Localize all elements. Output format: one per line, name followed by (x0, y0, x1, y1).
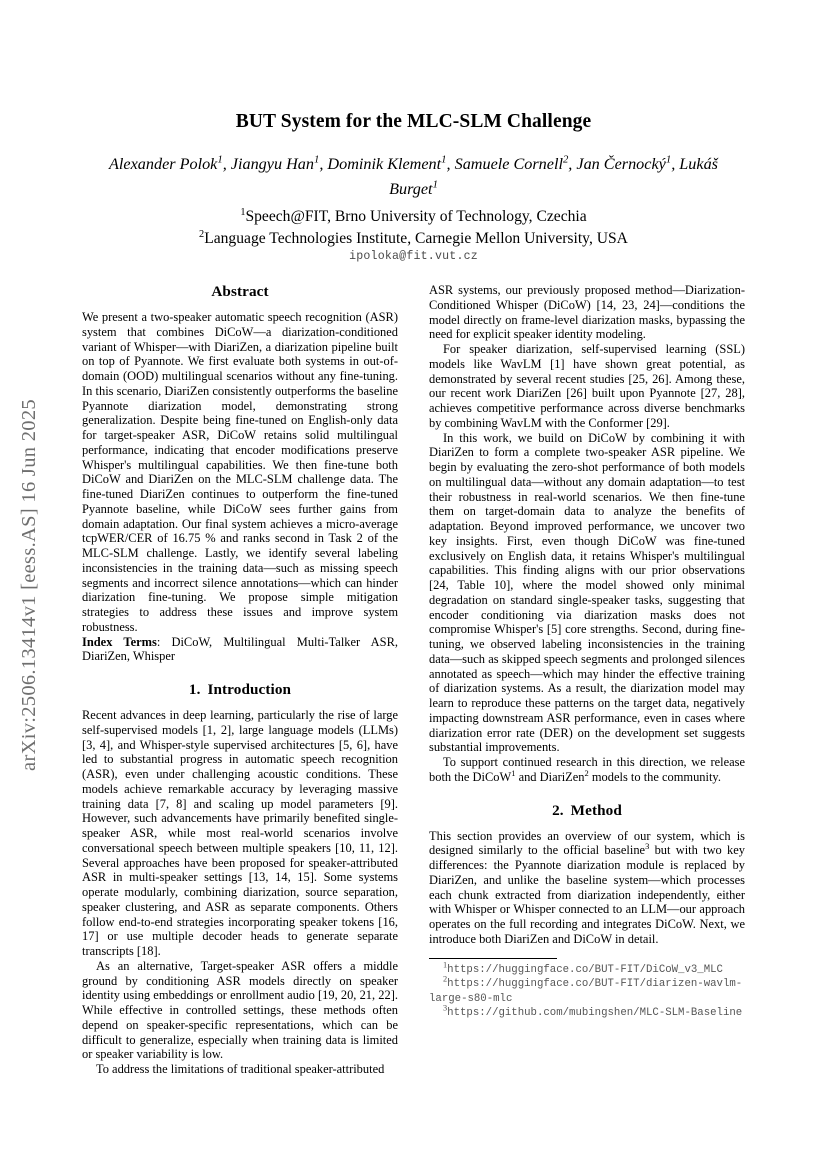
intro-p6-part-c: models to the community. (588, 769, 721, 784)
intro-paragraph-6 (429, 755, 745, 785)
footnote-url[interactable]: https://huggingface.co/BUT-FIT/DiCoW_v3_MLC (447, 964, 723, 976)
arxiv-stamp: arXiv:2506.13414v1 [eess.AS] 16 Jun 2025 (17, 399, 40, 771)
affiliation-marker: 1 (240, 206, 246, 218)
paper-content (82, 0, 745, 1170)
author-name: Burget (389, 180, 433, 198)
footnote-marker: 1 (443, 960, 448, 970)
footnote-2 (429, 974, 745, 1006)
author-affiliation-marker: 1 (665, 153, 672, 166)
affiliations (82, 206, 745, 249)
footnote-url[interactable]: https://github.com/mubingshen/MLC-SLM-Baseline (447, 1007, 743, 1020)
page-title: BUT System for the MLC-SLM Challenge (235, 111, 592, 132)
footnote-3 (429, 1003, 745, 1020)
author-list (90, 152, 737, 202)
author-affiliation-marker: 2 (562, 153, 569, 166)
affiliation-marker: 2 (199, 228, 205, 240)
author-separator: , Jiangyu Han (222, 155, 314, 173)
column-left (82, 283, 398, 1077)
intro-paragraph-2: As an alternative, Target-speaker ASR offers a middle ground by conditioning ASR models directly on speaker identity using embeddings or enrollment audio [19, 20, 21, 22]. While effective in controlled settings, these methods often depend on speaker-specific representations, which can be difficult to generalize, especially when training data is limited or speaker variability is low. (82, 958, 398, 1062)
intro-paragraph-1: Recent advances in deep learning, particularly the rise of large self-supervised models [1, 2], large language models (LLMs) [3, 4], and Whisper-style supervised architectures [5, 6], have led to substantial progress in automatic speech recognition (ASR), even under challenging acoustic conditions. These models achieve remarkable accuracy by leveraging massive training data [7, 8] and scaling up model parameters [9]. However, such advancements have primarily benefited single-speaker ASR, while most real-world scenarios involve conversational speech between multiple speakers [10, 11, 12]. Several approaches have been proposed for speaker-attributed ASR in multi-speaker settings [13, 14, 15]. Some systems operate modularly, combining diarization, source separation, speaker clustering, and ASR as separate components. Others follow end-to-end strategies incorporating speaker tokens [16, 17] or use multiple decoder heads to generate separate transcripts [18]. (82, 708, 398, 958)
affiliation-2: Language Technologies Institute, Carnegie Mellon University, USA (204, 229, 628, 247)
introduction-heading (82, 681, 398, 699)
method-p1-part-a: This section provides an overview of our system, which is designed similarly to the official baseline (429, 828, 745, 858)
author-affiliation-marker: 1 (441, 153, 447, 166)
author-affiliation-marker: 1 (432, 178, 438, 191)
index-terms-value: : DiCoW, Multilingual Multi-Talker ASR, DiariZen, Whisper (82, 634, 398, 664)
method-p1-part-b: but with two key differences: the Pyannote diarization module is replaced by DiariZen, and unlike the baseline system—which processes each chunk extracted from diarization independently, either with Whisper or Whisper connected to an LLM—our approach operates on the full recording and integrates DiCoW. Next, we introduce both DiariZen and DiCoW in detail. (429, 843, 746, 946)
footnote-marker: 3 (443, 1003, 448, 1013)
abstract-heading: Abstract (211, 283, 269, 300)
section-number: 1. (188, 681, 201, 698)
author-separator: , Samuele Cornell (446, 155, 563, 173)
author-affiliation-marker: 1 (217, 153, 223, 166)
intro-paragraph-3-right: ASR systems, our previously proposed method—Diarization-Conditioned Whisper (DiCoW) [14, 23, 24]—conditions the model directly on frame-level diarization masks, bypassing the need for explicit speaker identity modeling. (429, 283, 745, 342)
author-separator: , Dominik Klement (319, 155, 442, 173)
intro-paragraph-5: In this work, we build on DiCoW by combining it with DiariZen to form a complete two-speaker ASR pipeline. We begin by evaluating the zero-shot performance of both models on multilingual data—without any domain adaptation—to test their robustness in real-world scenarios. We then fine-tune them on target-domain data to analyze the benefits of adaptation. Beyond improved performance, we uncover two key insights. First, even though DiCoW was fine-tuned exclusively on English data, it retains Whisper's multilingual capabilities. This finding aligns with our prior observations [24, Table 10], where the model showed only minimal degradation on standard single-speaker tasks, suggesting that encoder conditioning via diarization masks does not compromise Whisper's [5] core strengths. Second, during fine-tuning, we observed labeling inconsistencies in the training data—such as skipped speech segments and prolonged silences annotated as speech—which may hinder the effective training of diarization systems. As a result, the diarization model may learn to reproduce these patterns on the target data, negatively impacting downstream ASR performance, even in cases where diarization error rate (DER) on the development set suggests substantial improvements. (429, 430, 745, 755)
footnote-divider (429, 958, 557, 959)
footnote-marker: 2 (443, 974, 448, 984)
method-paragraph-1 (429, 829, 745, 947)
section-title: Method (570, 801, 622, 819)
footnote-ref-1[interactable]: 1 (511, 767, 516, 778)
index-terms-label: Index Terms (82, 634, 157, 649)
author-separator: , Jan Černocký (568, 155, 666, 173)
author-affiliation-marker: 1 (313, 153, 320, 166)
footnote-ref-3[interactable]: 3 (645, 841, 650, 852)
footnote-url[interactable]: https://huggingface.co/BUT-FIT/diarizen-wavlm-large-s80-mlc (429, 978, 743, 1005)
intro-paragraph-3-left: To address the limitations of traditional speaker-attributed (96, 1062, 385, 1076)
method-heading (429, 802, 745, 820)
section-title: Introduction (207, 681, 292, 698)
author-separator: , Lukáš (671, 155, 718, 173)
intro-p6-part-b: and DiariZen (515, 769, 585, 784)
footnote-1 (429, 960, 745, 977)
footnote-ref-2[interactable]: 2 (584, 767, 589, 778)
intro-p6-part-a: To support continued research in this direction, we release both the DiCoW (429, 755, 745, 784)
section-number: 2. (552, 801, 564, 819)
index-terms (82, 635, 398, 665)
author-name: Alexander Polok (109, 155, 218, 173)
column-right (429, 283, 745, 947)
affiliation-1: Speech@FIT, Brno University of Technology, Czechia (245, 208, 587, 225)
footnotes (429, 958, 745, 1021)
intro-paragraph-4: For speaker diarization, self-supervised learning (SSL) models like WavLM [1] have shown great potential, as demonstrated by several recent studies [25, 26]. Among these, our recent work DiariZen [26] built upon Pyannote [27, 28], achieves competitive performance across diverse benchmarks by combining WavLM with the Conformer [29]. (429, 342, 745, 430)
contact-email: ipoloka@fit.vut.cz (349, 250, 478, 263)
abstract-text: We present a two-speaker automatic speech recognition (ASR) system that combines DiCoW—a diarization-conditioned variant of Whisper—with DiariZen, a diarization pipeline built on top of Pyannote. We first evaluate both systems in out-of-domain (OOD) multilingual scenarios without any fine-tuning. In this scenario, DiariZen consistently outperforms the baseline Pyannote diarization model, demonstrating strong generalization. Despite being fine-tuned on English-only data for target-speaker ASR, DiCoW retains solid multilingual performance, indicating that encoder modifications preserve Whisper's multilingual capabilities. We then fine-tune both DiCoW and DiariZen on the MLC-SLM challenge data. The fine-tuned DiariZen continues to outperform the fine-tuned Pyannote baseline, while DiCoW sees further gains from domain adaptation. Our final system achieves a micro-average tcpWER/CER of 16.75 % and ranks second in Task 2 of the MLC-SLM challenge. Lastly, we identify several labeling inconsistencies in the training data—such as missing speech segments and incorrect silence annotations—which can hinder diarization fine-tuning. We propose simple mitigation strategies to address these issues and improve system robustness. (82, 310, 398, 634)
